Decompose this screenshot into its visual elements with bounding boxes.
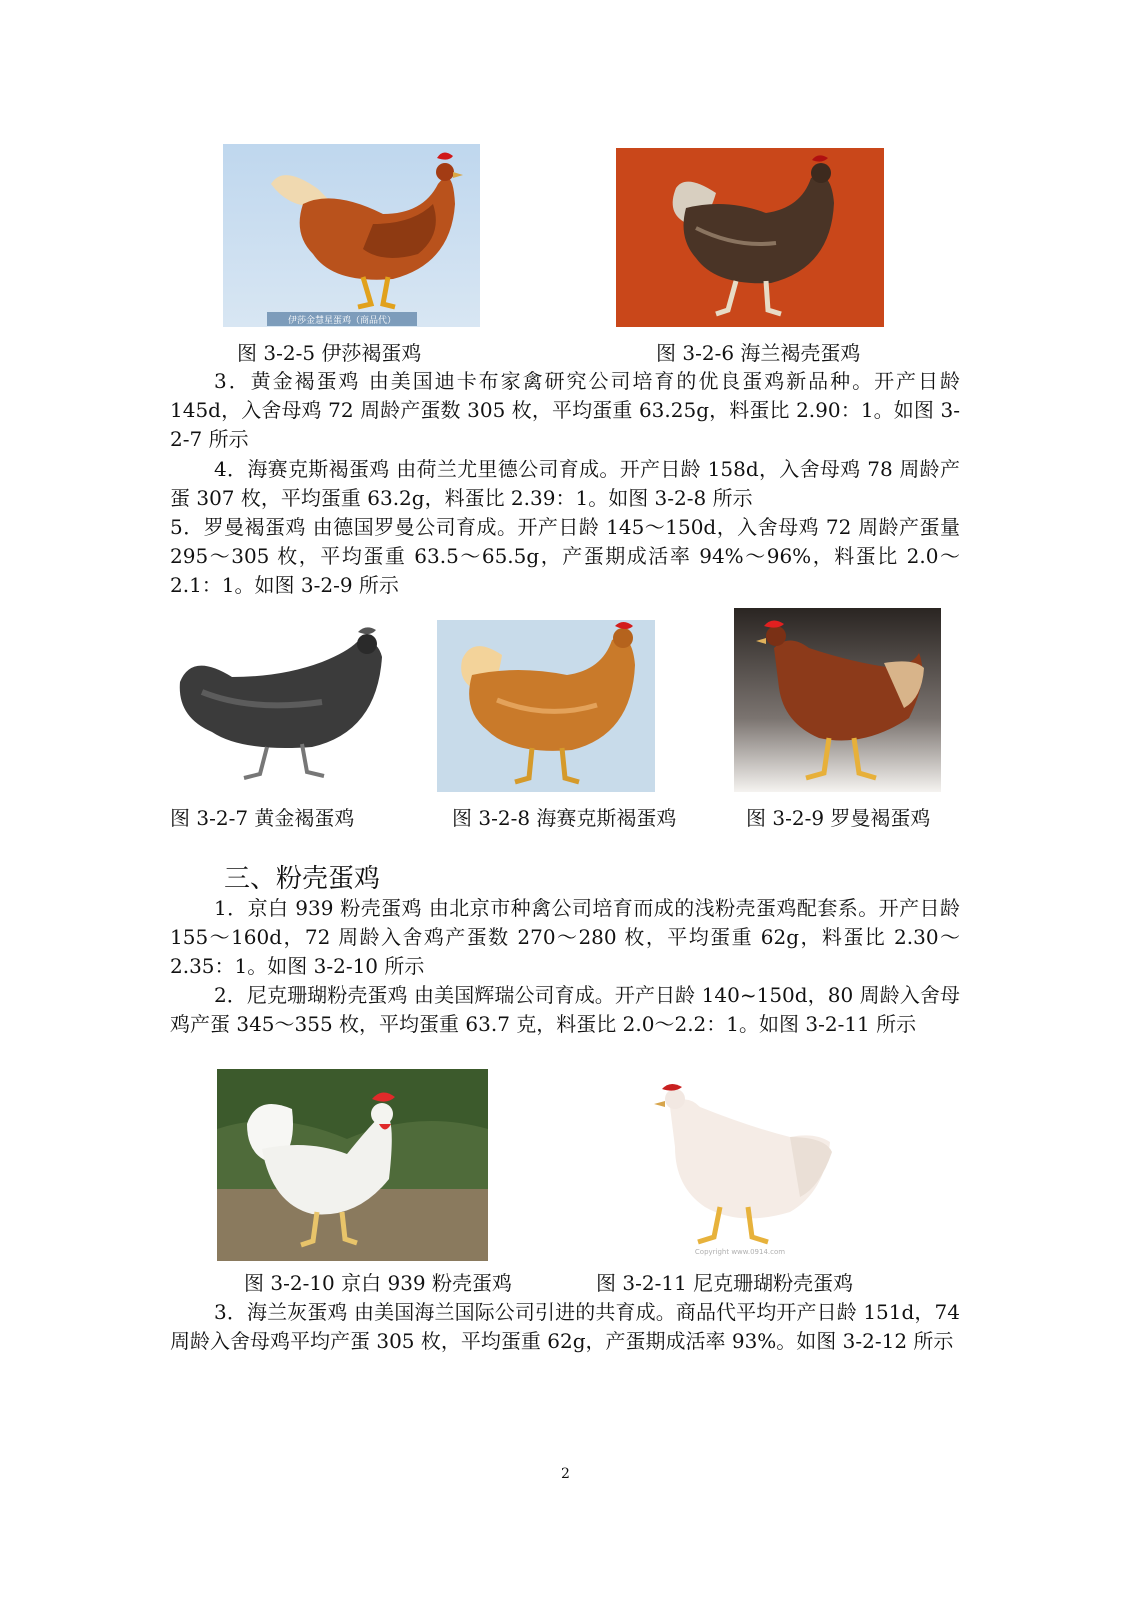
paragraph-text: 5．罗曼褐蛋鸡 由德国罗曼公司育成。开产日龄 145～150d，入舍母鸡 72 周龄产蛋量 295～305 枚，平均蛋重 63.5～65.5g，产蛋期成活率 94%～96%，料蛋比 2.0～2.1：1。如图 3-2-9 所示 <box>170 515 960 597</box>
photo-hisex-brown-hen <box>437 620 655 792</box>
figure-caption-3-2-6: 图 3-2-6 海兰褐壳蛋鸡 <box>656 341 861 365</box>
paragraph-hyline-grey <box>170 1298 960 1356</box>
paragraph-text: 2．尼克珊瑚粉壳蛋鸡 由美国辉瑞公司育成。开产日龄 140~150d，80 周龄入舍母鸡产蛋 345～355 枚，平均蛋重 63.7 克，料蛋比 2.0～2.2：1。如图 3-2-11 所示 <box>170 983 960 1036</box>
photo-nick-coral-hen <box>640 1077 836 1261</box>
hen-illustration <box>223 144 480 327</box>
paragraph-text: 3．黄金褐蛋鸡 由美国迪卡布家禽研究公司培育的优良蛋鸡新品种。开产日龄 145d，入舍母鸡 72 周龄产蛋数 305 枚，平均蛋重 63.25g，料蛋比 2.90：1。如图 3-2-7 所示 <box>170 369 960 451</box>
hen-illustration <box>172 622 390 788</box>
photo-isa-brown-hen <box>223 144 480 327</box>
figure-caption-3-2-5: 图 3-2-5 伊莎褐蛋鸡 <box>237 341 422 365</box>
paragraph-lohmann-brown <box>170 513 960 600</box>
hen-illustration <box>640 1077 836 1261</box>
figure-caption-3-2-7: 图 3-2-7 黄金褐蛋鸡 <box>170 806 355 830</box>
photo-hyline-brown-hen <box>616 148 884 327</box>
hen-illustration <box>616 148 884 327</box>
photo-label: 伊莎金慧星蛋鸡（商品代） <box>287 316 397 326</box>
figure-caption-3-2-10: 图 3-2-10 京白 939 粉壳蛋鸡 <box>244 1271 513 1295</box>
photo-jingbai-939-hen <box>217 1069 488 1261</box>
section-heading: 三、粉壳蛋鸡 <box>224 864 381 894</box>
watermark: Copyright www.0914.com <box>694 1248 786 1256</box>
paragraph-jingbai-939 <box>170 894 960 981</box>
hen-illustration <box>217 1069 488 1261</box>
figure-caption-3-2-8: 图 3-2-8 海赛克斯褐蛋鸡 <box>452 806 677 830</box>
photo-lohmann-brown-hen <box>734 608 941 792</box>
figure-caption-3-2-11: 图 3-2-11 尼克珊瑚粉壳蛋鸡 <box>596 1271 854 1295</box>
paragraph-text: 4．海赛克斯褐蛋鸡 由荷兰尤里德公司育成。开产日龄 158d，入舍母鸡 78 周龄产蛋 307 枚，平均蛋重 63.2g，料蛋比 2.39：1。如图 3-2-8 所示 <box>170 457 960 510</box>
paragraph-hisex-brown <box>170 455 960 513</box>
hen-illustration <box>734 608 941 792</box>
hen-illustration <box>437 620 655 792</box>
page-number: 2 <box>561 1466 570 1482</box>
figure-caption-3-2-9: 图 3-2-9 罗曼褐蛋鸡 <box>746 806 931 830</box>
paragraph-nick-coral <box>170 981 960 1039</box>
photo-golden-comet-hen <box>172 622 390 788</box>
paragraph-text: 1．京白 939 粉壳蛋鸡 由北京市种禽公司培育而成的浅粉壳蛋鸡配套系。开产日龄 155～160d，72 周龄入舍鸡产蛋数 270～280 枚，平均蛋重 62g，料蛋比 2.30～2.35：1。如图 3-2-10 所示 <box>170 896 960 978</box>
paragraph-golden-comet <box>170 367 960 454</box>
paragraph-text: 3．海兰灰蛋鸡 由美国海兰国际公司引进的共育成。商品代平均开产日龄 151d，74 周龄入舍母鸡平均产蛋 305 枚，平均蛋重 62g，产蛋期成活率 93%。如图 3-2-12 所示 <box>170 1300 960 1353</box>
